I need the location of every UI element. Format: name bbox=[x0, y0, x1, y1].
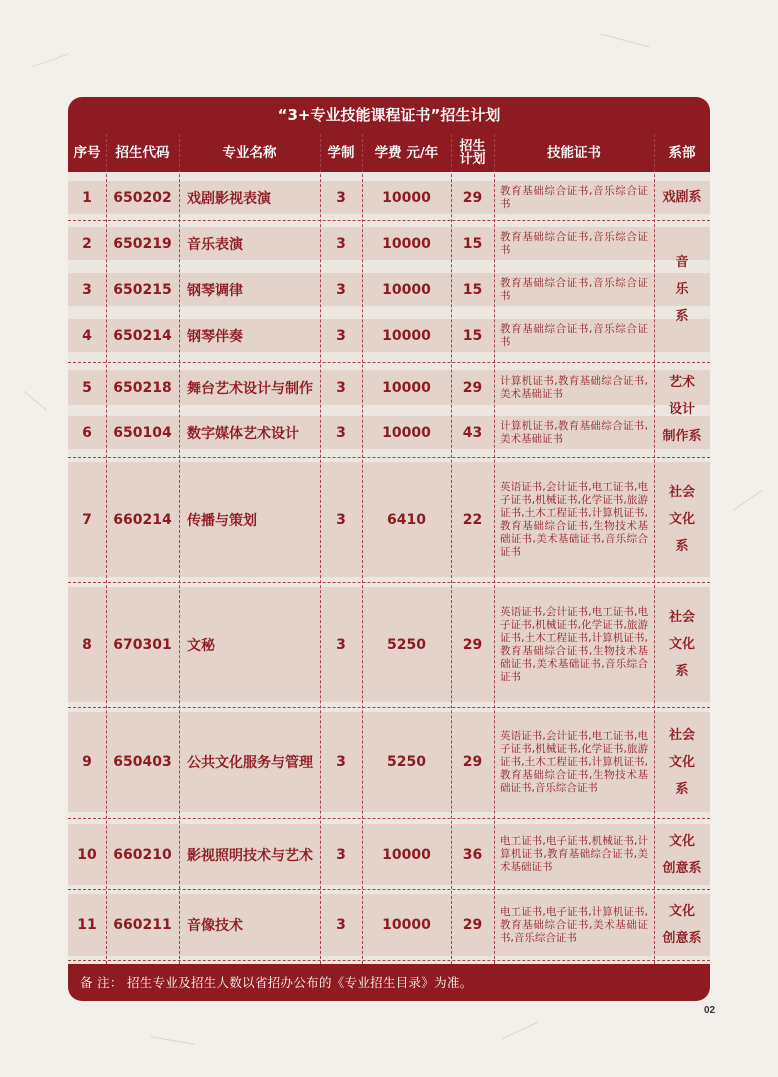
row-cert: 英语证书,会计证书,电工证书,电子证书,机械证书,化学证书,旅游证书,土木工程证书,计算机证书,教育基础综合证书,生物技术基础证书,美术基础证书,音乐综合证书 bbox=[500, 480, 648, 558]
dept-line: 文化 bbox=[668, 754, 695, 770]
row-cert: 计算机证书,教育基础综合证书,美术基础证书 bbox=[500, 419, 648, 445]
row-cert: 英语证书,会计证书,电工证书,电子证书,机械证书,化学证书,旅游证书,土木工程证书,计算机证书,教育基础综合证书,生物技术基础证书,音乐综合证书 bbox=[500, 729, 648, 794]
row-seq: 10 bbox=[77, 846, 97, 863]
row-fee: 6410 bbox=[387, 511, 426, 528]
row-years: 3 bbox=[336, 327, 346, 344]
dept-line: 系 bbox=[675, 664, 689, 679]
row-name: 音像技术 bbox=[187, 918, 243, 934]
row-seq: 6 bbox=[82, 424, 92, 441]
row-seq: 3 bbox=[82, 281, 92, 298]
row-name: 舞台艺术设计与制作 bbox=[187, 380, 313, 397]
row-cert: 教育基础综合证书,音乐综合证书 bbox=[500, 230, 648, 256]
row-cert: 计算机证书,教育基础综合证书,美术基础证书 bbox=[500, 374, 648, 400]
row-fee: 10000 bbox=[382, 281, 431, 298]
dept-line: 系 bbox=[675, 539, 689, 554]
row-name: 公共文化服务与管理 bbox=[187, 755, 313, 771]
row-plan: 29 bbox=[462, 189, 483, 206]
row-fee: 10000 bbox=[382, 327, 431, 344]
dept-line: 社会 bbox=[668, 485, 695, 500]
dept-social-culture bbox=[654, 587, 710, 702]
paper-texture bbox=[23, 390, 47, 410]
row-divider bbox=[68, 960, 710, 961]
dept-drama bbox=[654, 181, 710, 214]
row-plan: 15 bbox=[462, 235, 483, 252]
row-code: 660211 bbox=[113, 917, 172, 933]
paper-texture bbox=[601, 34, 650, 48]
column-divider bbox=[106, 134, 107, 964]
row-code: 670301 bbox=[113, 636, 172, 653]
table-row bbox=[68, 712, 710, 812]
row-years: 3 bbox=[336, 636, 346, 653]
header-cert: 技能证书 bbox=[547, 144, 601, 161]
column-divider bbox=[654, 134, 655, 964]
dept-line: 乐 bbox=[675, 282, 689, 297]
row-years: 3 bbox=[336, 235, 346, 252]
table-row bbox=[68, 462, 710, 577]
row-plan: 43 bbox=[462, 424, 483, 441]
enrollment-table bbox=[68, 134, 710, 964]
row-divider bbox=[68, 457, 710, 458]
row-plan: 22 bbox=[462, 511, 483, 528]
header-dept: 系部 bbox=[668, 144, 696, 161]
row-years: 3 bbox=[336, 281, 346, 298]
dept-line: 文化 bbox=[668, 904, 695, 919]
row-seq: 9 bbox=[82, 754, 92, 770]
header-name: 专业名称 bbox=[222, 144, 277, 161]
row-divider bbox=[68, 707, 710, 708]
row-divider bbox=[68, 818, 710, 819]
row-plan: 29 bbox=[462, 636, 483, 653]
footnote: 备 注： 招生专业及招生人数以省招办公布的《专业招生目录》为准。 bbox=[80, 975, 473, 990]
row-code: 650202 bbox=[113, 189, 172, 206]
paper-texture bbox=[150, 1036, 194, 1045]
row-fee: 10000 bbox=[382, 846, 431, 863]
row-name: 戏剧影视表演 bbox=[187, 190, 271, 207]
header-plan-top: 招生 bbox=[459, 139, 486, 154]
row-cert: 电工证书,电子证书,机械证书,计算机证书,教育基础综合证书,美术基础证书 bbox=[500, 835, 648, 873]
row-seq: 11 bbox=[77, 917, 97, 933]
row-cert: 教育基础综合证书,音乐综合证书 bbox=[500, 184, 648, 210]
table-row bbox=[68, 587, 710, 702]
column-divider bbox=[179, 134, 180, 964]
row-code: 650104 bbox=[113, 424, 172, 441]
table-row bbox=[68, 824, 710, 885]
header-code: 招生代码 bbox=[115, 144, 170, 161]
paper-texture bbox=[502, 1022, 539, 1040]
dept-line: 创意系 bbox=[662, 860, 702, 876]
header-plan-bottom: 计划 bbox=[459, 152, 486, 167]
row-code: 650214 bbox=[113, 327, 172, 344]
row-seq: 7 bbox=[82, 511, 92, 528]
row-plan: 29 bbox=[462, 754, 483, 770]
row-years: 3 bbox=[336, 379, 346, 396]
row-fee: 5250 bbox=[387, 636, 426, 653]
column-divider bbox=[451, 134, 452, 964]
row-fee: 10000 bbox=[382, 379, 431, 396]
paper-texture bbox=[31, 53, 69, 68]
paper-texture bbox=[733, 490, 762, 511]
row-plan: 36 bbox=[462, 846, 483, 863]
row-plan: 15 bbox=[462, 327, 483, 344]
row-name: 数字媒体艺术设计 bbox=[187, 425, 299, 442]
table-row bbox=[68, 181, 710, 214]
dept-line: 设计 bbox=[668, 402, 695, 417]
row-code: 660214 bbox=[113, 511, 172, 528]
row-years: 3 bbox=[336, 917, 346, 933]
row-years: 3 bbox=[336, 846, 346, 863]
dept-music bbox=[654, 227, 710, 352]
dept-line: 文化 bbox=[668, 512, 695, 527]
table-row bbox=[68, 894, 710, 956]
table-row bbox=[68, 416, 710, 449]
row-years: 3 bbox=[336, 424, 346, 441]
dept-line: 戏剧系 bbox=[662, 190, 702, 205]
row-name: 传播与策划 bbox=[187, 512, 257, 529]
row-seq: 5 bbox=[82, 379, 92, 396]
dept-line: 社会 bbox=[668, 727, 695, 743]
row-code: 650403 bbox=[113, 754, 172, 770]
column-divider bbox=[362, 134, 363, 964]
row-divider bbox=[68, 362, 710, 363]
enrollment-plan-card bbox=[68, 97, 710, 1001]
row-code: 650218 bbox=[113, 379, 172, 396]
dept-cultural-creative bbox=[654, 894, 710, 956]
dept-social-culture bbox=[654, 712, 710, 812]
row-seq: 2 bbox=[82, 235, 92, 252]
row-divider bbox=[68, 889, 710, 890]
column-divider bbox=[320, 134, 321, 964]
column-divider bbox=[494, 134, 495, 964]
dept-social-culture bbox=[654, 462, 710, 577]
row-fee: 5250 bbox=[387, 754, 426, 770]
row-divider bbox=[68, 220, 710, 221]
dept-art-design bbox=[654, 370, 710, 449]
table-row bbox=[68, 370, 710, 405]
row-name: 钢琴伴奏 bbox=[187, 328, 243, 345]
row-name: 影视照明技术与艺术 bbox=[187, 847, 313, 864]
header-plan bbox=[451, 134, 494, 172]
dept-line: 文化 bbox=[668, 833, 695, 849]
row-years: 3 bbox=[336, 189, 346, 206]
row-plan: 29 bbox=[462, 379, 483, 396]
row-fee: 10000 bbox=[382, 917, 431, 933]
dept-line: 社会 bbox=[668, 610, 695, 625]
dept-line: 音 bbox=[675, 255, 689, 270]
row-code: 660210 bbox=[113, 846, 172, 863]
row-seq: 1 bbox=[82, 189, 92, 206]
row-code: 650215 bbox=[113, 281, 172, 298]
row-years: 3 bbox=[336, 511, 346, 528]
dept-cultural-creative bbox=[654, 824, 710, 885]
dept-line: 系 bbox=[675, 309, 689, 324]
row-fee: 10000 bbox=[382, 424, 431, 441]
table-header bbox=[68, 134, 710, 172]
row-code: 650219 bbox=[113, 235, 172, 252]
header-fee: 学费 元/年 bbox=[374, 144, 439, 161]
header-seq: 序号 bbox=[73, 144, 101, 161]
row-divider bbox=[68, 582, 710, 583]
row-cert: 英语证书,会计证书,电工证书,电子证书,机械证书,化学证书,旅游证书,土木工程证书,计算机证书,教育基础综合证书,生物技术基础证书,美术基础证书,音乐综合证书 bbox=[500, 605, 648, 683]
dept-line: 系 bbox=[675, 781, 689, 797]
dept-line: 文化 bbox=[668, 637, 695, 652]
row-cert: 电工证书,电子证书,计算机证书,教育基础综合证书,美术基础证书,音乐综合证书 bbox=[500, 905, 648, 944]
row-fee: 10000 bbox=[382, 235, 431, 252]
page-number: 02 bbox=[704, 1005, 716, 1016]
dept-line: 创意系 bbox=[662, 931, 702, 946]
row-cert: 教育基础综合证书,音乐综合证书 bbox=[500, 276, 648, 302]
table-row bbox=[68, 273, 710, 306]
row-name: 音乐表演 bbox=[187, 236, 243, 253]
row-name: 钢琴调律 bbox=[187, 282, 243, 299]
table-title: “3+专业技能课程证书”招生计划 bbox=[277, 105, 501, 124]
row-seq: 4 bbox=[82, 327, 92, 344]
row-name: 文秘 bbox=[187, 637, 215, 654]
dept-line: 艺术 bbox=[668, 375, 695, 390]
row-cert: 教育基础综合证书,音乐综合证书 bbox=[500, 322, 648, 348]
header-years: 学制 bbox=[327, 144, 355, 161]
table-row bbox=[68, 319, 710, 352]
row-plan: 15 bbox=[462, 281, 483, 298]
row-seq: 8 bbox=[82, 636, 92, 653]
row-plan: 29 bbox=[462, 917, 483, 933]
row-fee: 10000 bbox=[382, 189, 431, 206]
dept-line: 制作系 bbox=[662, 429, 702, 444]
table-row bbox=[68, 227, 710, 260]
row-years: 3 bbox=[336, 754, 346, 770]
